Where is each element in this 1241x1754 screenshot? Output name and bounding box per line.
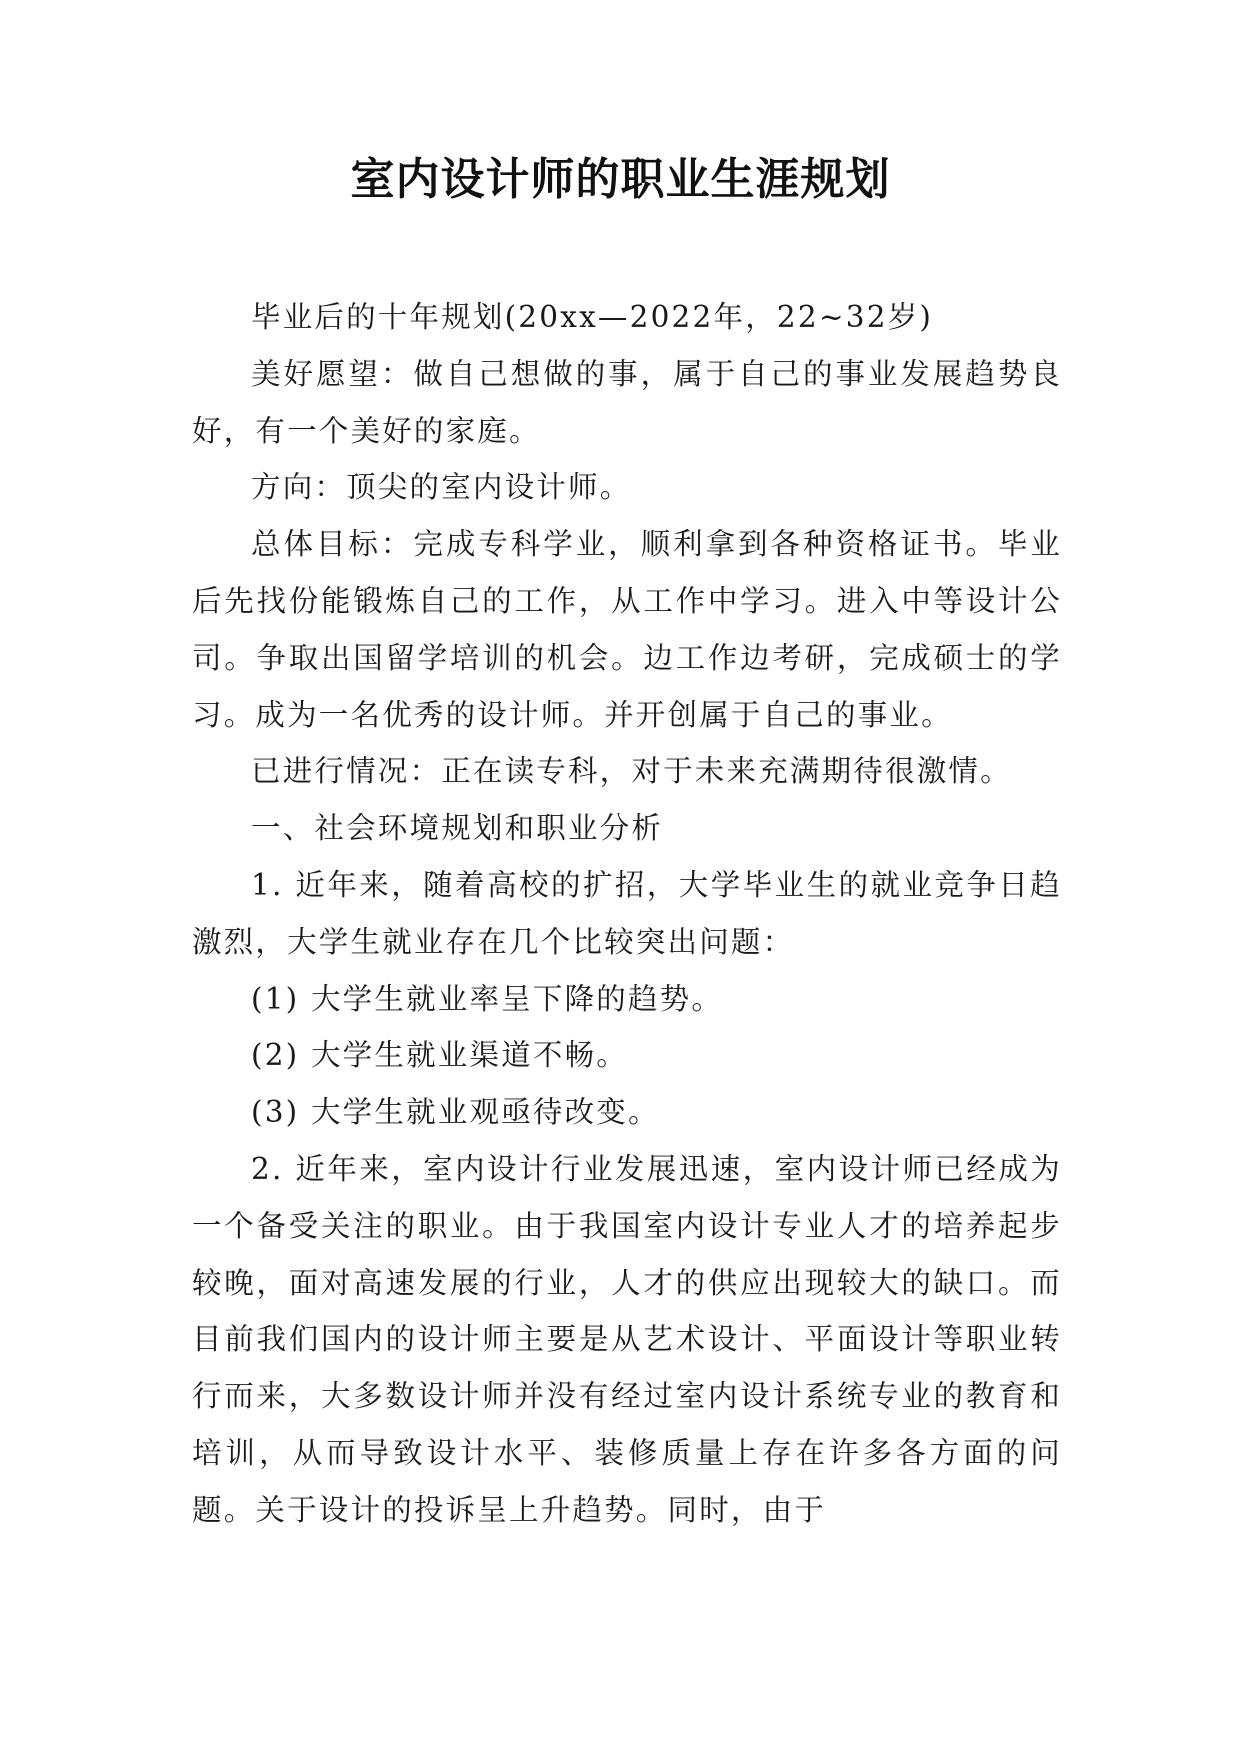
paragraph-direction: 方向：顶尖的室内设计师。: [251, 470, 632, 505]
list-item-1: (1) 大学生就业率呈下降的趋势。: [251, 981, 724, 1016]
paragraph-point-2: 2. 近年来，室内设计行业发展迅速，室内设计师已经成为一个备受关注的职业。由于我国室内设计专业人才的培养起步较晚，面对高速发展的行业，人才的供应出现较大的缺口。而目前我们国内的设计师主要是从艺术设计、平面设计等职业转行而来，大多数设计师并没有经过室内设计系统专业的教育和培训，从而导致设计水平、装修质量上存在许多各方面的问题。关于设计的投诉呈上升趋势。同时，由于: [192, 1151, 1062, 1527]
paragraph-current-status: 已进行情况：正在读专科，对于未来充满期待很激情。: [251, 754, 1012, 789]
paragraph-wish: 美好愿望：做自己想做的事，属于自己的事业发展趋势良好，有一个美好的家庭。: [192, 356, 1062, 448]
section-heading-social-environment: 一、社会环境规划和职业分析: [251, 811, 664, 846]
list-item-3: (3) 大学生就业观亟待改变。: [251, 1095, 660, 1130]
document-body: [192, 289, 1062, 1539]
paragraph-ten-year-plan: 毕业后的十年规划(20xx—2022年，22~32岁): [251, 300, 934, 334]
document-title: 室内设计师的职业生涯规划: [350, 154, 891, 205]
paragraph-point-1: 1. 近年来，随着高校的扩招，大学毕业生的就业竞争日趋激烈，大学生就业存在几个比较突出问题：: [192, 867, 1062, 959]
paragraph-overall-goal: 总体目标：完成专科学业，顺利拿到各种资格证书。毕业后先找份能锻炼自己的工作，从工作中学习。进入中等设计公司。争取出国留学培训的机会。边工作边考研，完成硕士的学习。成为一名优秀的设计师。并开创属于自己的事业。: [192, 527, 1062, 732]
list-item-2: (2) 大学生就业渠道不畅。: [251, 1038, 628, 1073]
